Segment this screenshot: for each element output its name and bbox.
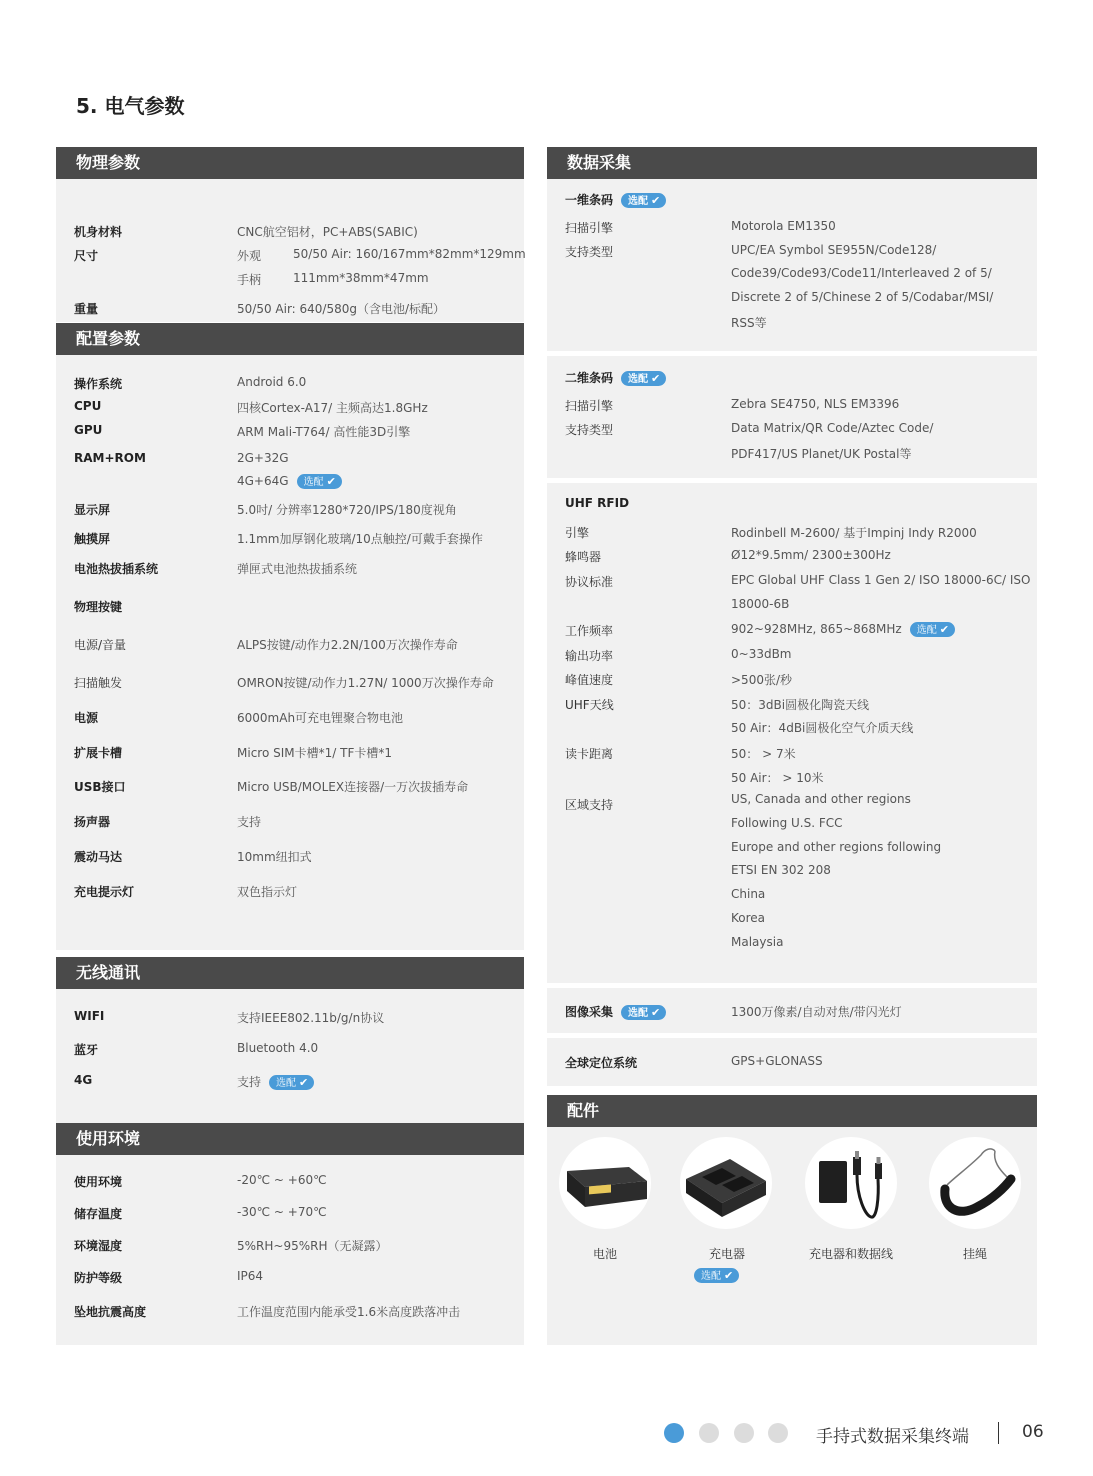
os-value: Android 6.0: [237, 375, 307, 389]
rfid-range-label: 读卡距离: [565, 747, 614, 761]
ip-value: IP64: [237, 1269, 264, 1283]
barcode-1d-type-line: Code39/Code93/Code11/Interleaved 2 of 5/: [731, 266, 992, 280]
rfid-region-line: Malaysia: [731, 935, 784, 949]
cpu-label: CPU: [74, 399, 102, 413]
rfid-antenna-value-1: 50：3dBi圆极化陶瓷天线: [731, 698, 870, 712]
rfid-engine-label: 引擎: [565, 526, 590, 540]
power-label: 电源: [74, 711, 99, 725]
accessory-label: 挂绳: [962, 1247, 987, 1261]
page-title: 5. 电气参数: [76, 94, 185, 118]
size-sub1-value: 50/50 Air: 160/167mm*82mm*129mm: [293, 247, 526, 261]
humidity-label: 环境湿度: [74, 1239, 123, 1253]
barcode-2d-type-line: PDF417/US Planet/UK Postal等: [731, 447, 912, 461]
rfid-freq-value: 902~928MHz, 865~868MHz 选配 ✔: [731, 622, 955, 637]
hotswap-value: 弹匣式电池热拔插系统: [237, 562, 358, 576]
power-vol-value: ALPS按键/动作力2.2N/100万次操作寿命: [237, 638, 458, 652]
image-capture-value: 1300万像素/自动对焦/带闪光灯: [731, 1005, 902, 1019]
display-label: 显示屏: [74, 503, 111, 517]
vibration-label: 震动马达: [74, 850, 123, 864]
section-physical-heading: 物理参数: [56, 147, 524, 179]
barcode-1d-block: [547, 179, 1037, 351]
material-label: 机身材料: [74, 225, 123, 239]
footer-divider: [998, 1422, 999, 1444]
rfid-engine-value: Rodinbell M-2600/ 基于Impinj Indy R2000: [731, 526, 977, 540]
size-sub1-label: 外观: [237, 249, 262, 263]
barcode-2d-title: 二维条码 选配 ✔: [565, 369, 666, 386]
section-data-capture-heading: 数据采集: [547, 147, 1037, 179]
vibration-value: 10mm纽扣式: [237, 850, 312, 864]
size-label: 尺寸: [74, 249, 99, 263]
wifi-label: WIFI: [74, 1009, 105, 1023]
gpu-value: ARM Mali-T764/ 高性能3D引擎: [237, 425, 411, 439]
rfid-title: UHF RFID: [565, 496, 630, 510]
rfid-region-line: Europe and other regions following: [731, 840, 942, 854]
optional-badge: 选配 ✔: [910, 622, 955, 637]
gps-value: GPS+GLONASS: [731, 1054, 823, 1068]
display-value: 5.0吋/ 分辨率1280*720/IPS/180度视角: [237, 503, 457, 517]
rfid-buzzer-label: 蜂鸣器: [565, 550, 602, 564]
barcode-2d-type-label: 支持类型: [565, 423, 614, 437]
check-icon: ✔: [651, 194, 661, 207]
accessory-label: 充电器和数据线: [808, 1247, 893, 1261]
check-icon: ✔: [326, 475, 336, 488]
weight-value: 50/50 Air: 640/580g（含电池/标配）: [237, 302, 446, 316]
section-config: [56, 355, 524, 950]
touch-label: 触摸屏: [74, 532, 111, 546]
rfid-protocol-value-2: 18000-6B: [731, 597, 790, 611]
optional-badge: 选配 ✔: [269, 1075, 314, 1090]
hotswap-label: 电池热拔插系统: [74, 562, 159, 576]
optional-badge: 选配 ✔: [621, 1005, 666, 1020]
rfid-antenna-value-2: 50 Air：4dBi圆极化空气介质天线: [731, 721, 914, 735]
bt-label: 蓝牙: [74, 1043, 99, 1057]
charger-optional-badge: [694, 1265, 739, 1284]
slot-value: Micro SIM卡槽*1/ TF卡槽*1: [237, 746, 392, 760]
section-wireless: [56, 989, 524, 1123]
speaker-value: 支持: [237, 815, 262, 829]
barcode-1d-type-line: RSS等: [731, 316, 767, 330]
image-capture-label: 图像采集 选配 ✔: [565, 1003, 666, 1020]
barcode-1d-engine-label: 扫描引擎: [565, 221, 614, 235]
barcode-2d-engine-value: Zebra SE4750, NLS EM3396: [731, 397, 900, 411]
section-environment-heading: 使用环境: [56, 1123, 524, 1155]
section-wireless-heading: 无线通讯: [56, 957, 524, 989]
op-env-value: -20℃ ~ +60℃: [237, 1173, 327, 1187]
rfid-peak-label: 峰值速度: [565, 673, 614, 687]
page-dot[interactable]: [664, 1423, 684, 1443]
barcode-2d-block: [547, 356, 1037, 478]
bt-value: Bluetooth 4.0: [237, 1041, 319, 1055]
scan-trigger-value: OMRON按键/动作力1.27N/ 1000万次操作寿命: [237, 676, 494, 690]
keys-label: 物理按键: [74, 600, 123, 614]
storage-temp-value: -30℃ ~ +70℃: [237, 1205, 327, 1219]
barcode-2d-type-line: Data Matrix/QR Code/Aztec Code/: [731, 421, 934, 435]
rfid-protocol-value-1: EPC Global UHF Class 1 Gen 2/ ISO 18000-6C/ ISO: [731, 573, 1031, 587]
rfid-range-value-2: 50 Air： > 10米: [731, 771, 824, 785]
rfid-peak-value: >500张/秒: [731, 673, 793, 687]
barcode-1d-type-label: 支持类型: [565, 245, 614, 259]
size-sub2-label: 手柄: [237, 273, 262, 287]
section-physical: [56, 179, 524, 322]
weight-label: 重量: [74, 302, 99, 316]
rfid-range-value-1: 50： > 7米: [731, 747, 796, 761]
image-capture-block: [547, 988, 1037, 1033]
size-sub2-value: 111mm*38mm*47mm: [293, 271, 429, 285]
optional-badge: 选配 ✔: [621, 371, 666, 386]
cable-icon: [805, 1137, 897, 1229]
charger-image: [680, 1137, 772, 1229]
rfid-region-line: Korea: [731, 911, 766, 925]
ip-label: 防护等级: [74, 1271, 123, 1285]
accessory-label: 充电器: [708, 1247, 745, 1261]
rfid-protocol-label: 协议标准: [565, 575, 614, 589]
page-number: 06: [1022, 1422, 1044, 1442]
rfid-buzzer-value: Ø12*9.5mm/ 2300±300Hz: [731, 548, 891, 562]
barcode-1d-type-line: UPC/EA Symbol SE955N/Code128/: [731, 243, 937, 257]
optional-badge: 选配 ✔: [621, 193, 666, 208]
power-value: 6000mAh可充电锂聚合物电池: [237, 711, 404, 725]
check-icon: ✔: [724, 1269, 734, 1282]
optional-badge: 选配 ✔: [297, 474, 342, 489]
rfid-region-line: US, Canada and other regions: [731, 792, 911, 806]
scan-trigger-label: 扫描触发: [74, 676, 123, 690]
page-dot[interactable]: [734, 1423, 754, 1443]
check-icon: ✔: [651, 1006, 661, 1019]
cpu-value: 四核Cortex-A17/ 主频高达1.8GHz: [237, 401, 428, 415]
lanyard-image: [929, 1137, 1021, 1229]
rfid-region-line: Following U.S. FCC: [731, 816, 843, 830]
gps-label: 全球定位系统: [565, 1056, 638, 1070]
section-environment: [56, 1155, 524, 1345]
humidity-value: 5%RH~95%RH（无凝露）: [237, 1239, 388, 1253]
material-value: CNC航空铝材，PC+ABS(SABIC): [237, 225, 418, 239]
drop-value: 工作温度范围内能承受1.6米高度跌落冲击: [237, 1305, 461, 1319]
rfid-region-line: China: [731, 887, 766, 901]
rfid-output-label: 输出功率: [565, 649, 614, 663]
4g-value: 支持 选配 ✔: [237, 1073, 314, 1090]
battery-image: [559, 1137, 651, 1229]
led-label: 充电提示灯: [74, 885, 135, 899]
section-config-heading: 配置参数: [56, 323, 524, 355]
charger-icon: [680, 1137, 772, 1229]
optional-badge: 选配 ✔: [694, 1268, 739, 1283]
wifi-value: 支持IEEE802.11b/g/n协议: [237, 1011, 385, 1025]
check-icon: ✔: [299, 1076, 309, 1089]
barcode-1d-engine-value: Motorola EM1350: [731, 219, 836, 233]
4g-label: 4G: [74, 1073, 93, 1087]
accessory-label: 电池: [592, 1247, 617, 1261]
page-dot[interactable]: [699, 1423, 719, 1443]
barcode-2d-engine-label: 扫描引擎: [565, 399, 614, 413]
rfid-region-label: 区域支持: [565, 798, 614, 812]
touch-value: 1.1mm加厚钢化玻璃/10点触控/可戴手套操作: [237, 532, 483, 546]
rfid-region-line: ETSI EN 302 208: [731, 863, 831, 877]
battery-icon: [559, 1137, 651, 1229]
usb-value: Micro USB/MOLEX连接器/一万次拔插寿命: [237, 780, 469, 794]
accessories-panel: [547, 1127, 1037, 1345]
gpu-label: GPU: [74, 423, 103, 437]
barcode-1d-title: 一维条码 选配 ✔: [565, 191, 666, 208]
check-icon: ✔: [651, 372, 661, 385]
lanyard-icon: [929, 1137, 1021, 1229]
ram-value-2: 4G+64G 选配 ✔: [237, 474, 342, 489]
rfid-freq-label: 工作频率: [565, 624, 614, 638]
left-column: [56, 147, 524, 1345]
ram-value-1: 2G+32G: [237, 451, 289, 465]
section-accessories-heading: 配件: [547, 1095, 1037, 1127]
op-env-label: 使用环境: [74, 1175, 123, 1189]
barcode-1d-type-line: Discrete 2 of 5/Chinese 2 of 5/Codabar/MSI/: [731, 290, 994, 304]
rfid-output-value: 0~33dBm: [731, 647, 792, 661]
right-column: [547, 147, 1037, 1347]
slot-label: 扩展卡槽: [74, 746, 123, 760]
drop-label: 坠地抗震高度: [74, 1305, 147, 1319]
power-vol-label: 电源/音量: [74, 638, 127, 652]
speaker-label: 扬声器: [74, 815, 111, 829]
storage-temp-label: 储存温度: [74, 1207, 123, 1221]
os-label: 操作系统: [74, 377, 123, 391]
page-dot[interactable]: [768, 1423, 788, 1443]
gps-block: [547, 1038, 1037, 1086]
rfid-block: [547, 483, 1037, 983]
ram-label: RAM+ROM: [74, 451, 146, 465]
footer-title: 手持式数据采集终端: [816, 1427, 969, 1447]
charger-cable-image: [805, 1137, 897, 1229]
rfid-antenna-label: UHF天线: [565, 698, 614, 712]
led-value: 双色指示灯: [237, 885, 298, 899]
usb-label: USB接口: [74, 780, 126, 794]
check-icon: ✔: [939, 623, 949, 636]
